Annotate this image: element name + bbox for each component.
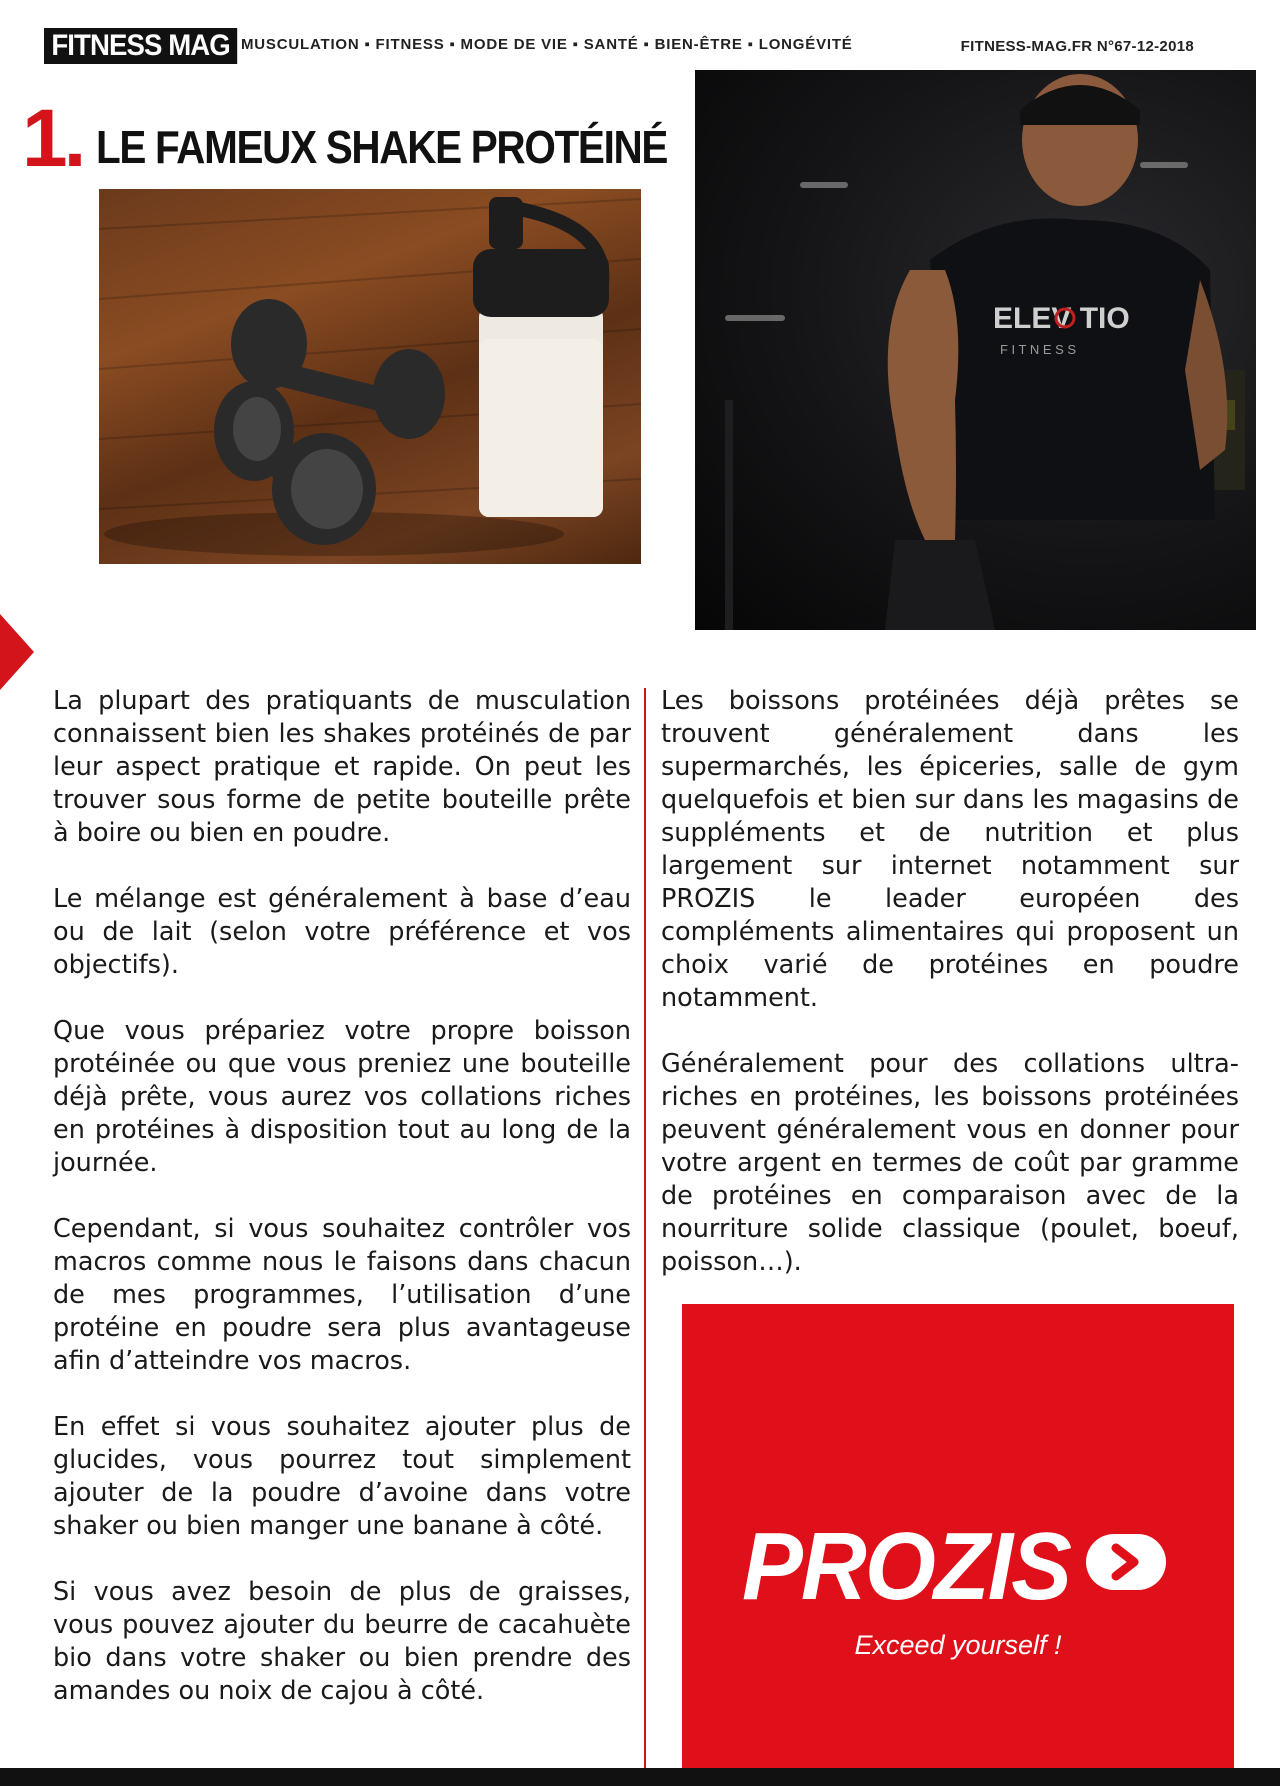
athlete-photo — [695, 70, 1256, 630]
shirt-print-line2: F I T N E S S — [1000, 342, 1077, 357]
paragraph: Les boissons protéinées déjà prêtes se trouvent généralement dans les supermarchés, les épiceries, salle de gym quelquefois et bien sur dans les magasins de suppléments et de nutrition et plus largement sur internet notamment sur PROZIS le leader européen des compléments alimentaires qui proposent un choix varié de protéines en poudre notamment. — [661, 686, 1239, 1013]
paragraph: La plupart des pratiquants de musculation connaissent bien les shakes protéinés de par leur aspect pratique et rapide. On peut les trouver sous forme de petite bouteille prête à boire ou bien en poudre. — [53, 686, 631, 848]
paragraph: En effet si vous souhaitez ajouter plus de glucides, vous pourrez tout simplement ajouter de la poudre d’avoine dans votre shaker ou bien manger une banane à côté. — [53, 1412, 631, 1541]
paragraph: Le mélange est généralement à base d’eau ou de lait (selon votre préférence et vos objectifs). — [53, 884, 631, 980]
paragraph: Cependant, si vous souhaitez contrôler vos macros comme nous le faisons dans chacun de mes programmes, l’utilisation d’une protéine en poudre sera plus avantageuse afin d’atteindre vos macros. — [53, 1214, 631, 1376]
article-title: LE FAMEUX SHAKE PROTÉINÉ — [96, 121, 668, 173]
paragraph: Si vous avez besoin de plus de graisses, vous pouvez ajouter du beurre de cacahuète bio dans votre shaker ou bien prendre des amandes ou noix de cajou à côté. — [53, 1577, 631, 1706]
article-number: 1. — [22, 93, 83, 184]
athlete-illustration — [695, 70, 1256, 630]
column-divider — [644, 688, 646, 1786]
issue-number: FITNESS-MAG.FR N°67-12-2018 — [960, 38, 1194, 55]
section-nav: MUSCULATION ▪ FITNESS ▪ MODE DE VIE ▪ SANTÉ ▪ BIEN-ÊTRE ▪ LONGÉVITÉ — [241, 36, 853, 53]
dumbbells-shaker-illustration — [99, 189, 641, 564]
prozis-advertisement[interactable] — [682, 1304, 1234, 1786]
page-header — [0, 0, 1280, 68]
arrow-right-icon — [1082, 1532, 1168, 1592]
dumbbells-and-shaker-photo — [99, 189, 641, 564]
shirt-print-line1: ELEV TIO — [993, 302, 1130, 335]
page-marker-triangle — [0, 614, 34, 690]
article-column-right — [661, 685, 1239, 1312]
prozis-wordmark: PROZIS — [742, 1513, 1071, 1620]
footer-bar — [0, 1768, 1280, 1786]
paragraph: Généralement pour des collations ultra-riches en protéines, les boissons protéinées peuvent généralement vous en donner pour votre argent en termes de coût par gramme de protéines en comparaison avec de la nourriture solide classique (poulet, boeuf, poisson…). — [661, 1049, 1239, 1277]
prozis-logo — [742, 1512, 1087, 1622]
prozis-tagline: Exceed yourself ! — [854, 1630, 1062, 1660]
paragraph: Que vous prépariez votre propre boisson protéinée ou que vous preniez une bouteille déjà prête, vous aurez vos collations riches en protéines à disposition tout au long de la journée. — [53, 1016, 631, 1178]
magazine-logo[interactable]: FITNESS MAG — [44, 28, 237, 64]
article-column-left — [53, 685, 631, 1741]
